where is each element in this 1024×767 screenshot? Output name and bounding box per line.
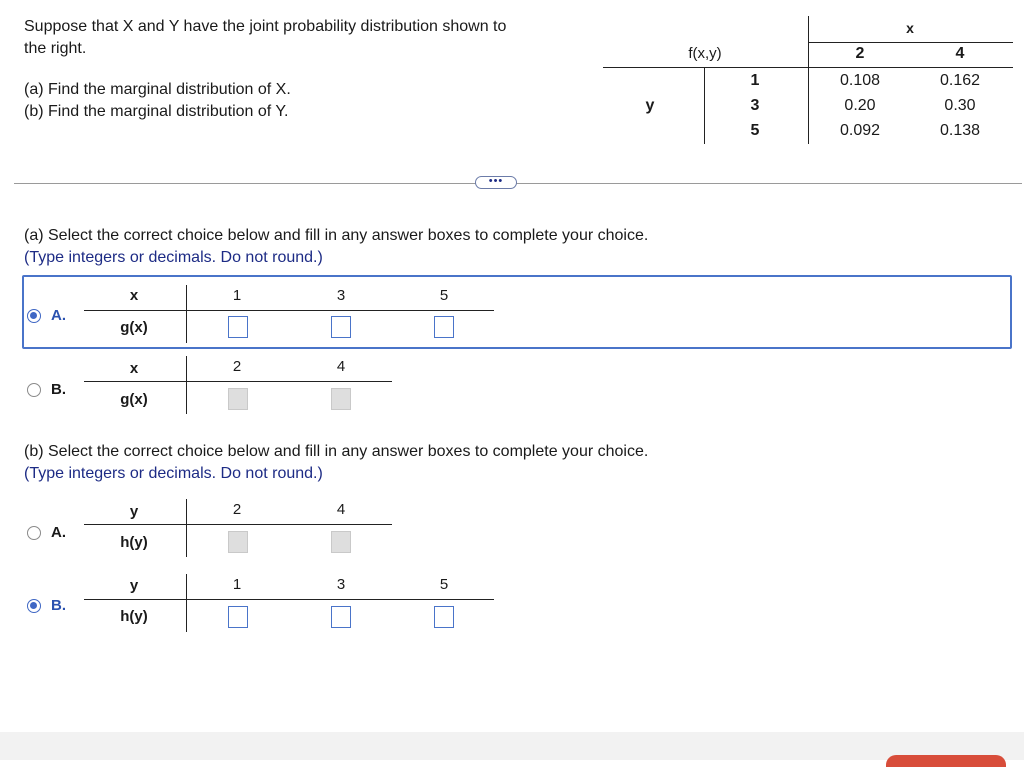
- choice-letter: A.: [51, 524, 66, 541]
- table-value-divider: [808, 16, 809, 144]
- table-cell: 0.30: [944, 97, 976, 114]
- function-label: h(y): [120, 608, 148, 625]
- answer-input-g5[interactable]: [434, 316, 454, 338]
- radio-button[interactable]: [27, 309, 41, 323]
- table-x-label: x: [906, 20, 914, 36]
- table-cell: 0.092: [839, 122, 881, 139]
- question-parts: [24, 79, 291, 123]
- table-corner-label: f(x,y): [688, 45, 722, 62]
- question-intro-line2: the right.: [24, 40, 87, 57]
- table-cell: 0.162: [939, 72, 981, 89]
- answer-input-h3[interactable]: [331, 606, 351, 628]
- x-value: 5: [439, 287, 449, 304]
- choice-letter: A.: [51, 307, 66, 324]
- table-rule: [84, 599, 494, 600]
- question-part-a: (a) Find the marginal distribution of X.: [24, 81, 291, 98]
- answer-input-disabled: [331, 531, 351, 553]
- answer-input-disabled: [331, 388, 351, 410]
- part-b-instruction: (b) Select the correct choice below and fill in any answer boxes to complete your choice.: [24, 443, 649, 460]
- answer-input-disabled: [228, 531, 248, 553]
- table-divider: [186, 285, 187, 343]
- x-value: 1: [232, 287, 242, 304]
- variable-label: y: [129, 503, 139, 520]
- question-part-b: (b) Find the marginal distribution of Y.: [24, 103, 289, 120]
- table-cell: 0.20: [844, 97, 876, 114]
- answer-input-disabled: [228, 388, 248, 410]
- answer-input-g3[interactable]: [331, 316, 351, 338]
- answer-input-g1[interactable]: [228, 316, 248, 338]
- radio-button[interactable]: [27, 599, 41, 613]
- question-intro: [24, 16, 506, 60]
- choice-letter: B.: [51, 381, 66, 398]
- answer-input-h1[interactable]: [228, 606, 248, 628]
- table-divider: [186, 356, 187, 414]
- table-x-rule: [808, 42, 1013, 43]
- function-label: g(x): [120, 319, 148, 336]
- variable-label: x: [129, 287, 139, 304]
- more-button[interactable]: •••: [475, 176, 517, 189]
- part-b-hint: (Type integers or decimals. Do not round.): [24, 465, 323, 482]
- table-x-value: 2: [855, 45, 865, 62]
- function-label: h(y): [120, 534, 148, 551]
- y-value: 5: [439, 576, 449, 593]
- table-cell: 0.138: [939, 122, 981, 139]
- x-value: 4: [336, 358, 346, 375]
- y-value: 1: [232, 576, 242, 593]
- table-y-divider: [704, 67, 705, 144]
- table-divider: [186, 499, 187, 557]
- x-value: 3: [336, 287, 346, 304]
- y-value: 2: [232, 501, 242, 518]
- y-value: 4: [336, 501, 346, 518]
- bottom-toolbar: [0, 732, 1024, 760]
- radio-button[interactable]: [27, 383, 41, 397]
- table-y-value: 3: [750, 97, 760, 114]
- table-y-value: 5: [750, 122, 760, 139]
- choice-letter: B.: [51, 597, 66, 614]
- table-cell: 0.108: [839, 72, 881, 89]
- part-a-choice-a-highlight: [22, 275, 1012, 349]
- answer-input-h5[interactable]: [434, 606, 454, 628]
- variable-label: x: [129, 360, 139, 377]
- table-y-label: y: [645, 97, 655, 114]
- table-divider: [186, 574, 187, 632]
- x-value: 2: [232, 358, 242, 375]
- question-intro-line1: Suppose that X and Y have the joint probability distribution shown to: [24, 18, 507, 35]
- part-a-instruction: (a) Select the correct choice below and fill in any answer boxes to complete your choice.: [24, 227, 649, 244]
- table-x-value: 4: [955, 45, 965, 62]
- variable-label: y: [129, 577, 139, 594]
- table-rule: [84, 310, 494, 311]
- function-label: g(x): [120, 391, 148, 408]
- radio-button[interactable]: [27, 526, 41, 540]
- table-rule: [84, 381, 392, 382]
- table-y-value: 1: [750, 72, 760, 89]
- part-a-hint: (Type integers or decimals. Do not round.): [24, 249, 323, 266]
- section-divider: [14, 183, 1022, 184]
- y-value: 3: [336, 576, 346, 593]
- table-rule: [84, 524, 392, 525]
- check-answer-button[interactable]: [886, 755, 1006, 767]
